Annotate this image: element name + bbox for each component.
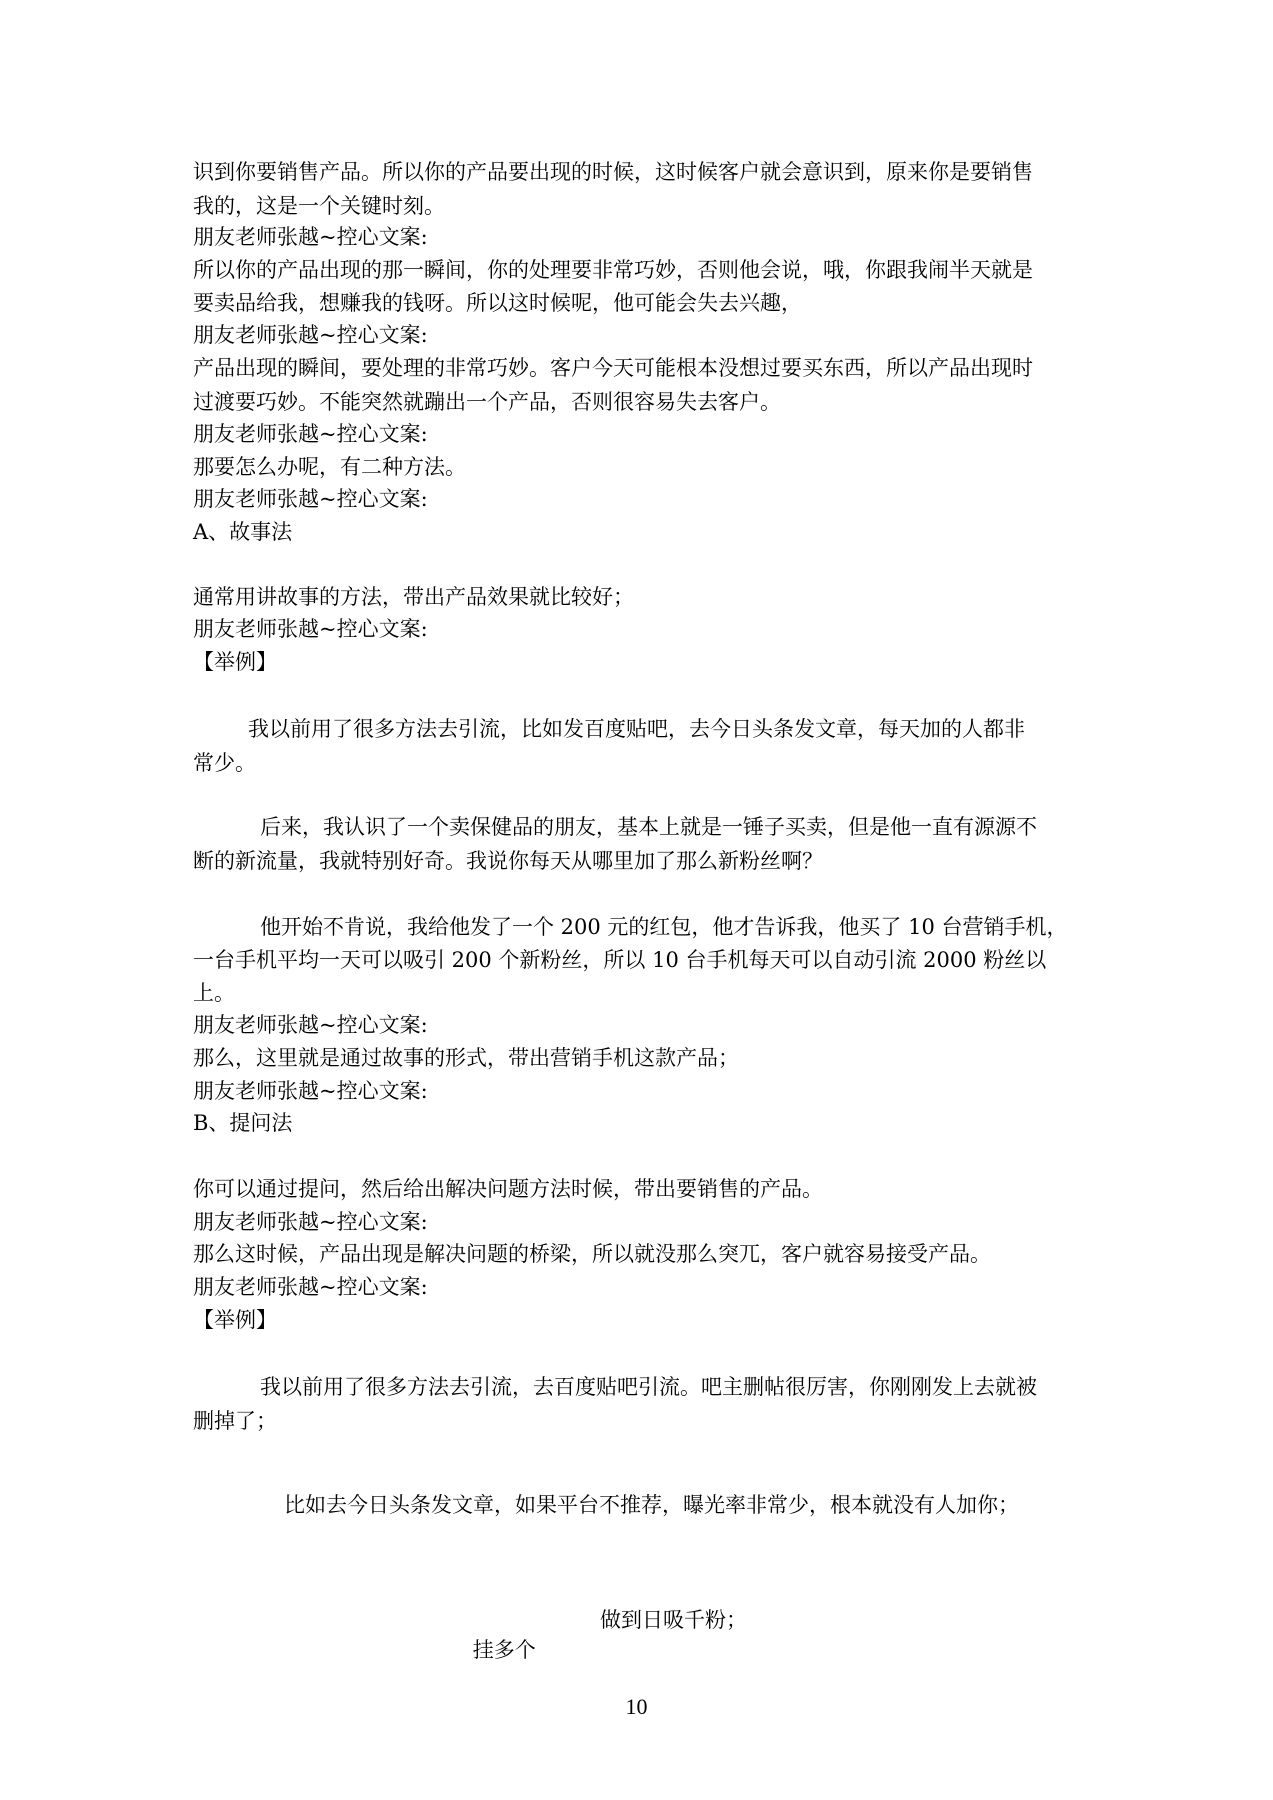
body-line: 我的，这是一个关键时刻。: [193, 194, 445, 218]
speaker-label: 朋友老师张越~控心文案:: [193, 1013, 428, 1037]
body-line: 那么这时候，产品出现是解决问题的桥梁，所以就没那么突兀，客户就容易接受产品。: [193, 1242, 991, 1266]
body-line: 比如去今日头条发文章，如果平台不推荐，曝光率非常少，根本就没有人加你；: [284, 1493, 1019, 1517]
speaker-label: 朋友老师张越~控心文案:: [193, 1275, 428, 1299]
body-line: 做到日吸千粉；: [600, 1608, 747, 1632]
body-line: 过渡要巧妙。不能突然就蹦出一个产品，否则很容易失去客户。: [193, 390, 781, 414]
body-line: 一台手机平均一天可以吸引 200 个新粉丝，所以 10 台手机每天可以自动引流 2000 粉丝以: [193, 948, 1047, 972]
body-line: 那么，这里就是通过故事的形式，带出营销手机这款产品；: [193, 1046, 739, 1070]
example-label: 【举例】: [193, 1308, 277, 1332]
body-line: 常少。: [193, 751, 256, 775]
speaker-label: 朋友老师张越~控心文案:: [193, 1079, 428, 1103]
speaker-label: 朋友老师张越~控心文案:: [193, 225, 428, 249]
body-line: 删掉了；: [193, 1409, 277, 1433]
body-line: 我以前用了很多方法去引流，比如发百度贴吧，去今日头条发文章，每天加的人都非: [248, 717, 1025, 741]
speaker-label: 朋友老师张越~控心文案:: [193, 1210, 428, 1234]
section-heading: B、提问法: [193, 1111, 293, 1135]
body-line: 上。: [193, 981, 235, 1005]
section-heading: A、故事法: [193, 520, 293, 544]
example-label: 【举例】: [193, 650, 277, 674]
body-line: 产品出现的瞬间，要处理的非常巧妙。客户今天可能根本没想过要买东西，所以产品出现时: [193, 356, 1033, 380]
body-line: 要卖品给我，想赚我的钱呀。所以这时候呢，他可能会失去兴趣，: [193, 291, 802, 315]
speaker-label: 朋友老师张越~控心文案:: [193, 617, 428, 641]
speaker-label: 朋友老师张越~控心文案:: [193, 323, 428, 347]
body-line: 那要怎么办呢，有二种方法。: [193, 455, 466, 479]
speaker-label: 朋友老师张越~控心文案:: [193, 487, 428, 511]
body-line: 断的新流量，我就特别好奇。我说你每天从哪里加了那么新粉丝啊？: [193, 849, 823, 873]
partial-text-fragment: [446, 1605, 545, 1695]
body-line: 通常用讲故事的方法，带出产品效果就比较好；: [193, 585, 634, 609]
body-line: 我以前用了很多方法去引流，去百度贴吧引流。吧主删帖很厉害，你刚刚发上去就被: [260, 1375, 1037, 1399]
truncated-text: 挂多个: [472, 1638, 536, 1662]
body-line: 所以你的产品出现的那一瞬间，你的处理要非常巧妙，否则他会说，哦，你跟我闹半天就是: [193, 258, 1033, 282]
page-number: 10: [625, 1694, 648, 1719]
body-line: 识到你要销售产品。所以你的产品要出现的时候，这时候客户就会意识到，原来你是要销售: [193, 160, 1033, 184]
speaker-label: 朋友老师张越~控心文案:: [193, 422, 428, 446]
body-line: 后来，我认识了一个卖保健品的朋友，基本上就是一锤子买卖，但是他一直有源源不: [260, 815, 1037, 839]
body-line: 他开始不肯说，我给他发了一个 200 元的红包，他才告诉我，他买了 10 台营销手机，: [260, 915, 1068, 939]
body-line: 你可以通过提问，然后给出解决问题方法时候，带出要销售的产品。: [193, 1177, 823, 1201]
